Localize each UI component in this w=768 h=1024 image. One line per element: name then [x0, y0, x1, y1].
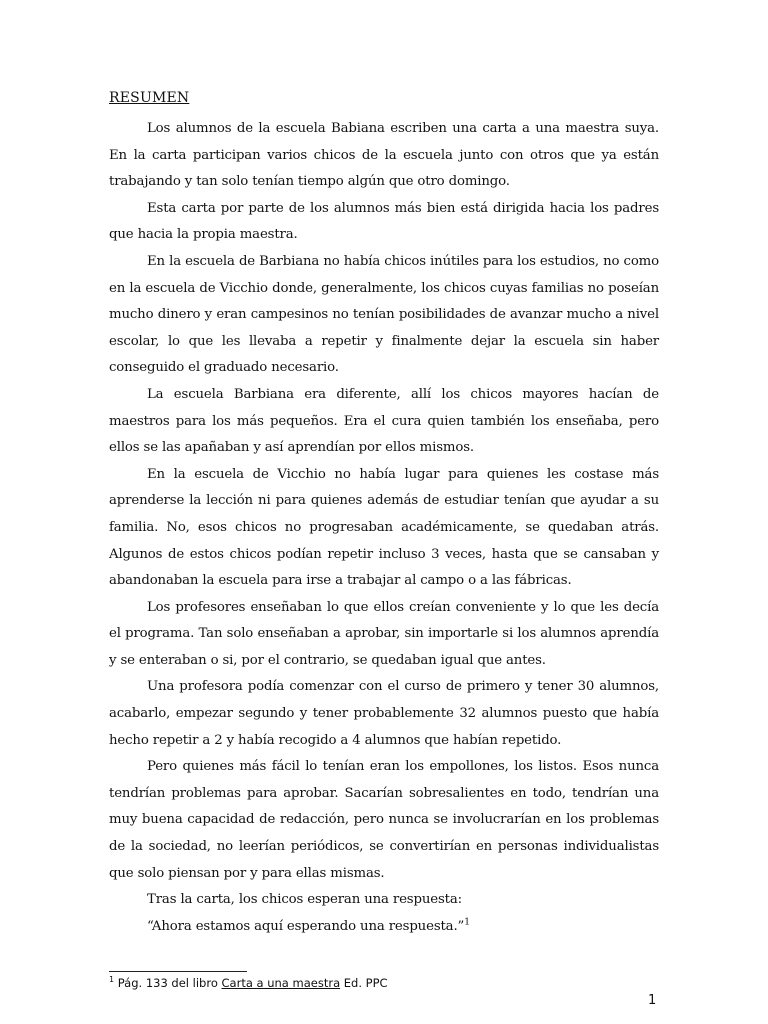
footnote-prefix: Pág. 133 del libro — [114, 976, 222, 990]
footnote-separator — [109, 971, 247, 972]
paragraph-1: Los alumnos de la escuela Babiana escriben una carta a una maestra suya. En la carta participan varios chicos de la escuela junto con otros que ya están trabajando y tan solo tenían tiempo algún que otro domingo. — [109, 121, 659, 190]
paragraph-2: Esta carta por parte de los alumnos más bien está dirigida hacia los padres que hacia la propia maestra. — [109, 200, 659, 243]
quote-paragraph — [109, 914, 659, 941]
paragraph-5: En la escuela de Vicchio no había lugar para quienes les costase más aprenderse la lección ni para quienes además de estudiar tenían que ayudar a su familia. No, esos chicos no progresaban académicamente, se quedaban atrás. Algunos de estos chicos podían repetir incluso 3 veces, hasta que se cansaban y abandonaban la escuela para irse a trabajar al campo o a las fábricas. — [109, 466, 659, 589]
paragraph-6: Los profesores enseñaban lo que ellos creían conveniente y lo que les decía el programa. Tan solo enseñaban a aprobar, sin importarle si los alumnos aprendía y se enteraban o si, por el contrario, se quedaban igual que antes. — [109, 599, 659, 668]
paragraph-3: En la escuela de Barbiana no había chicos inútiles para los estudios, no como en la escuela de Vicchio donde, generalmente, los chicos cuyas familias no poseían mucho dinero y eran campesinos no tenían posibilidades de avanzar mucho a nivel escolar, lo que les llevaba a repetir y finalmente dejar la escuela sin haber conseguido el graduado necesario. — [109, 253, 659, 376]
paragraph-4: La escuela Barbiana era diferente, allí los chicos mayores hacían de maestros para los más pequeños. Era el cura quien también los enseñaba, pero ellos se las apañaban y así aprendían por ellos mismos. — [109, 386, 659, 456]
paragraph-8: Pero quienes más fácil lo tenían eran los empollones, los listos. Esos nunca tendrían problemas para aprobar. Sacarían sobresalientes en todo, tendrían una muy buena capacidad de redacción, pero nunca se involucrarían en los problemas de la sociedad, no leerían periódicos, se convertirían en personas individualistas que solo piensan por y para ellas mismas. — [109, 759, 659, 881]
footnote-suffix: Ed. PPC — [340, 976, 388, 990]
section-heading: RESUMEN — [109, 90, 190, 106]
paragraph-9: Tras la carta, los chicos esperan una respuesta: — [147, 892, 462, 908]
body-text — [109, 116, 659, 940]
footnote — [109, 976, 388, 990]
quote-text: “Ahora estamos aquí esperando una respuesta.” — [147, 918, 465, 934]
footnote-marker: 1 — [109, 975, 115, 985]
page-number: 1 — [648, 993, 657, 1008]
footnote-reference[interactable]: 1 — [464, 917, 470, 928]
paragraph-7: Una profesora podía comenzar con el curso de primero y tener 30 alumnos, acabarlo, empezar segundo y tener probablemente 32 alumnos puesto que había hecho repetir a 2 y había recogido a 4 alumnos que habían repetido. — [109, 679, 659, 748]
footnote-book-title: Carta a una maestra — [221, 976, 341, 990]
